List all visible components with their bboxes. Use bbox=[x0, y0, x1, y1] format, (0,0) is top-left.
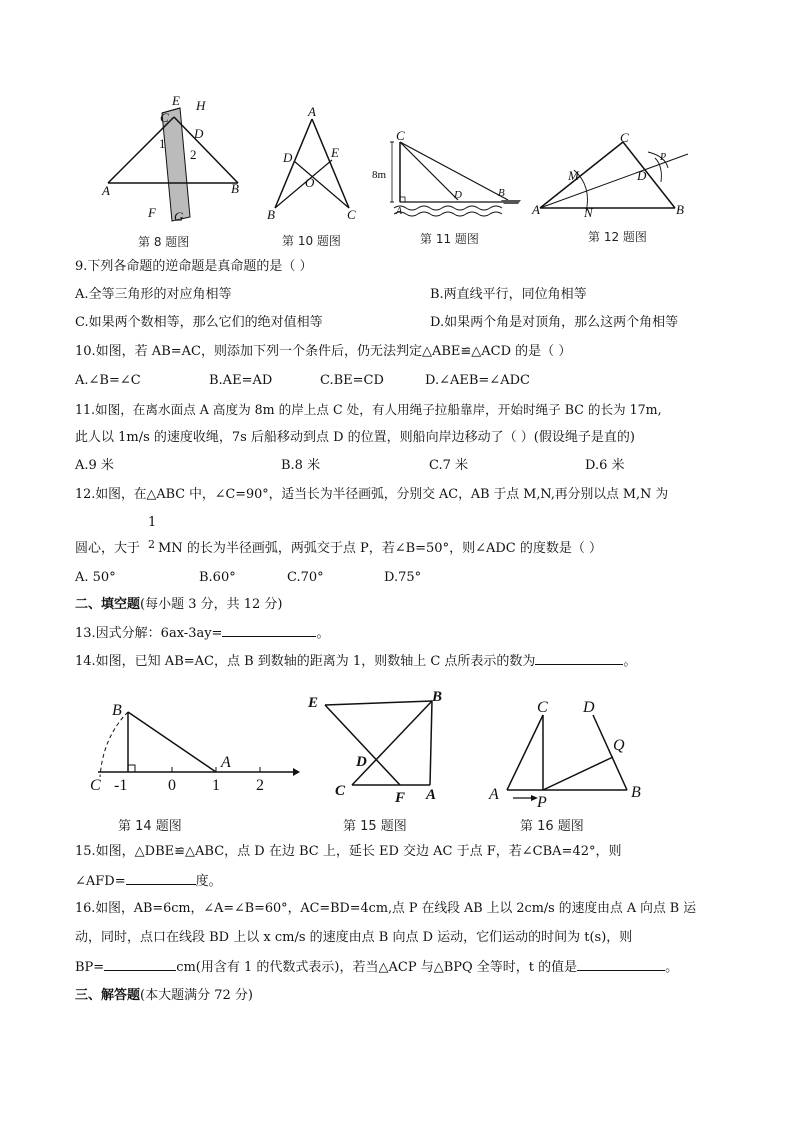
q12-option-a: A. 50° bbox=[75, 570, 116, 585]
tick-minus-1: -1 bbox=[114, 777, 128, 794]
label-M: M bbox=[568, 168, 579, 183]
q11-option-c: C.7 米 bbox=[429, 458, 469, 473]
label-C: C bbox=[347, 207, 356, 222]
label-D: D bbox=[194, 126, 204, 141]
label-B: B bbox=[112, 702, 122, 719]
q9-option-a: A.全等三角形的对应角相等 bbox=[75, 287, 232, 302]
label-B: B bbox=[432, 689, 443, 705]
label-A: A bbox=[532, 202, 540, 217]
q15-line2 bbox=[75, 872, 222, 891]
label-H: H bbox=[196, 98, 206, 113]
caption-fig12: 第 12 题图 bbox=[588, 230, 647, 244]
q12-option-d: D.75° bbox=[384, 570, 422, 585]
q15-stem-end: ∠AFD= bbox=[75, 874, 126, 889]
figure-8 bbox=[100, 95, 250, 225]
q10-option-b: B.AE=AD bbox=[209, 373, 273, 388]
q13-end: 。 bbox=[316, 626, 330, 641]
label-B: B bbox=[231, 181, 239, 196]
label-B: B bbox=[676, 202, 684, 217]
label-N: N bbox=[584, 205, 593, 220]
figure-11 bbox=[368, 128, 528, 223]
q13 bbox=[75, 624, 329, 643]
label-D: D bbox=[356, 754, 367, 770]
q14-end: 。 bbox=[623, 654, 637, 669]
label-A: A bbox=[396, 206, 403, 217]
section-3-heading bbox=[75, 987, 253, 1005]
q16-end: 。 bbox=[665, 960, 679, 975]
section-2-heading bbox=[75, 596, 283, 614]
q9-option-d: D.如果两个角是对顶角，那么这两个角相等 bbox=[430, 315, 679, 330]
label-A: A bbox=[489, 786, 499, 803]
q15-unit: 度。 bbox=[195, 874, 222, 889]
figure-16 bbox=[485, 695, 655, 815]
q12-line2-post: MN 的长为半径画弧，两弧交于点 P，若∠B=50°，则∠ADC 的度数是（ ） bbox=[158, 541, 602, 556]
q14-stem: 14.如图，已知 AB=AC，点 B 到数轴的距离为 1，则数轴上 C 点所表示的数为 bbox=[75, 654, 536, 669]
label-D: D bbox=[454, 189, 462, 201]
tick-1: 1 bbox=[212, 777, 220, 794]
q11-line2: 此人以 1m/s 的速度收绳，7s 后船移动到点 D 的位置，则船向岸边移动了（ ）(假设绳子是直的) bbox=[75, 430, 635, 445]
caption-fig15: 第 15 题图 bbox=[343, 819, 407, 834]
label-C: C bbox=[537, 699, 548, 716]
label-C: C bbox=[396, 128, 405, 143]
label-C: C bbox=[160, 110, 169, 125]
figure-12 bbox=[530, 128, 695, 223]
caption-fig14: 第 14 题图 bbox=[118, 819, 182, 834]
section-3-note: (本大题满分 72 分) bbox=[140, 988, 253, 1003]
tick-2: 2 bbox=[256, 777, 264, 794]
label-A: A bbox=[426, 787, 437, 803]
q15-answer-blank[interactable] bbox=[126, 872, 196, 885]
label-A: A bbox=[221, 754, 231, 771]
label-B: B bbox=[267, 207, 275, 222]
label-P: P bbox=[660, 152, 667, 163]
q12-option-c: C.70° bbox=[287, 570, 324, 585]
q14 bbox=[75, 652, 636, 671]
caption-fig10: 第 10 题图 bbox=[282, 234, 341, 248]
label-P: P bbox=[537, 794, 547, 811]
label-C: C bbox=[620, 130, 629, 145]
q16-line3 bbox=[75, 958, 678, 977]
label-C: C bbox=[90, 777, 101, 794]
label-E: E bbox=[331, 145, 339, 160]
q9-stem: 9.下列各命题的逆命题是真命题的是（ ） bbox=[75, 259, 313, 274]
figure-14 bbox=[88, 695, 303, 795]
section-2-note: (每小题 3 分，共 12 分) bbox=[140, 597, 283, 612]
section-2-title: 二、填空题 bbox=[75, 597, 141, 612]
q12-line2-pre: 圆心，大于 bbox=[75, 541, 141, 556]
q16-bp-blank[interactable] bbox=[104, 958, 176, 971]
q14-answer-blank[interactable] bbox=[535, 652, 623, 665]
q16-bp-label: BP= bbox=[75, 960, 105, 975]
label-D: D bbox=[283, 150, 293, 165]
figure-10 bbox=[265, 105, 365, 225]
q12-fraction-denominator: 2 bbox=[148, 538, 155, 551]
q13-stem: 13.因式分解：6ax-3ay= bbox=[75, 626, 223, 641]
label-E: E bbox=[172, 93, 180, 108]
q16-mid-text: cm(用含有 1 的代数式表示)，若当△ACP 与△BPQ 全等时，t 的值是 bbox=[176, 960, 578, 975]
label-O: O bbox=[305, 175, 315, 190]
q12-fraction-numerator: 1 bbox=[148, 515, 157, 530]
q16-t-blank[interactable] bbox=[577, 958, 665, 971]
q10-stem: 10.如图，若 AB=AC，则添加下列一个条件后，仍无法判定△ABE≌△ACD 的是（ ） bbox=[75, 344, 572, 359]
label-8m: 8m bbox=[372, 169, 387, 181]
label-E: E bbox=[308, 695, 319, 711]
q10-option-d: D.∠AEB=∠ADC bbox=[425, 373, 530, 388]
tick-0: 0 bbox=[168, 777, 176, 794]
label-F: F bbox=[395, 790, 406, 806]
label-C: C bbox=[335, 783, 346, 799]
q10-option-a: A.∠B=∠C bbox=[75, 373, 141, 388]
q11-line1: 11.如图，在离水面点 A 高度为 8m 的岸上点 C 处，有人用绳子拉船靠岸，开始时绳子 BC 的长为 17m, bbox=[75, 402, 662, 417]
caption-fig11: 第 11 题图 bbox=[420, 232, 479, 246]
caption-fig16: 第 16 题图 bbox=[520, 819, 584, 834]
label-A: A bbox=[308, 104, 316, 119]
q11-option-a: A.9 米 bbox=[75, 458, 114, 473]
label-2: 2 bbox=[190, 147, 197, 162]
figure-15 bbox=[300, 685, 460, 805]
q16-line1: 16.如图，AB=6cm，∠A=∠B=60°，AC=BD=4cm,点 P 在线段 AB 上以 2cm/s 的速度由点 A 向点 B 运 bbox=[75, 901, 697, 916]
label-F: F bbox=[148, 205, 156, 220]
label-D: D bbox=[583, 699, 595, 716]
q12-line1: 12.如图，在△ABC 中，∠C=90°，适当长为半径画弧，分别交 AC，AB 于点 M,N,再分别以点 M,N 为 bbox=[75, 487, 669, 502]
label-A: A bbox=[102, 183, 110, 198]
q9-option-c: C.如果两个数相等，那么它们的绝对值相等 bbox=[75, 315, 323, 330]
q13-answer-blank[interactable] bbox=[222, 624, 316, 637]
label-Q: Q bbox=[613, 737, 625, 754]
label-D: D bbox=[637, 168, 647, 183]
q16-line2: 动，同时，点口在线段 BD 上以 x cm/s 的速度由点 B 向点 D 运动，它们运动的时间为 t(s)，则 bbox=[75, 930, 633, 945]
label-B: B bbox=[631, 784, 641, 801]
label-B: B bbox=[498, 187, 505, 199]
q11-option-d: D.6 米 bbox=[585, 458, 625, 473]
label-G: G bbox=[174, 209, 184, 224]
q15-line1: 15.如图，△DBE≌△ABC，点 D 在边 BC 上，延长 ED 交边 AC 于点 F，若∠CBA=42°，则 bbox=[75, 844, 622, 859]
q10-option-c: C.BE=CD bbox=[320, 373, 384, 388]
section-3-title: 三、解答题 bbox=[75, 988, 141, 1003]
caption-fig8: 第 8 题图 bbox=[138, 235, 190, 249]
label-1: 1 bbox=[159, 136, 166, 151]
q12-option-b: B.60° bbox=[199, 570, 236, 585]
q9-option-b: B.两直线平行，同位角相等 bbox=[430, 287, 587, 302]
q11-option-b: B.8 米 bbox=[281, 458, 321, 473]
